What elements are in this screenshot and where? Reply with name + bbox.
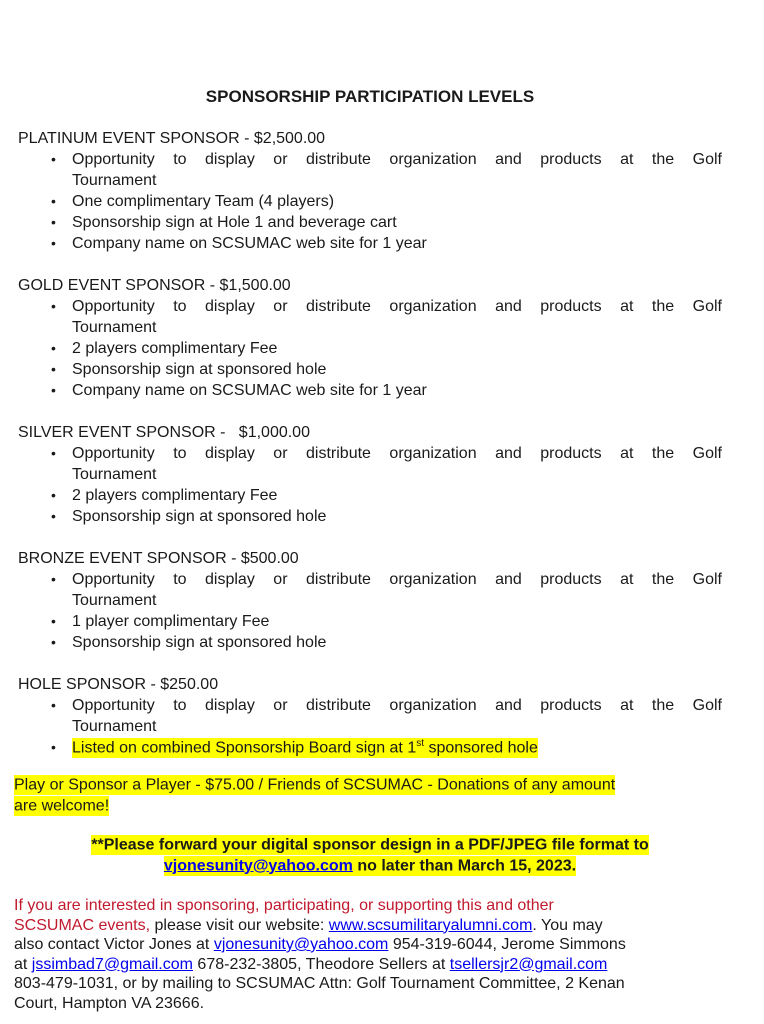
bullet-icon: • (51, 361, 56, 377)
contact-text: 954-319-6044, Jerome Simmons (388, 936, 626, 953)
bullet-text: 2 players complimentary Fee (72, 487, 278, 504)
email-link[interactable]: vjonesunity@yahoo.com (213, 936, 389, 953)
note-line (18, 855, 722, 876)
bullet-text: Opportunity to display or distribute organization and products at the Golf (72, 445, 722, 462)
section-heading: HOLE SPONSOR - $250.00 (18, 676, 219, 693)
bullet-icon: • (51, 445, 56, 461)
bullet-text-highlighted (72, 737, 722, 758)
bullet-text-wrap (72, 149, 722, 191)
bullet-text: One complimentary Team (4 players) (72, 193, 335, 210)
bullet-text: Tournament (72, 319, 157, 336)
contact-text: 803-479-1031, or by mailing to SCSUMAC Attn: Golf Tournament Committee, 2 Kenan (14, 975, 625, 992)
superscript-ordinal: st (416, 737, 424, 749)
contact-paragraph (14, 896, 722, 1013)
section-heading: GOLD EVENT SPONSOR - $1,500.00 (18, 277, 291, 294)
bullet-item (48, 632, 722, 653)
section-heading: SILVER EVENT SPONSOR - $1,000.00 (18, 424, 310, 441)
bullet-text-wrap (72, 296, 722, 338)
bullet-text: Opportunity to display or distribute organization and products at the Golf (72, 298, 722, 315)
contact-line (14, 974, 722, 994)
email-link[interactable]: jssimbad7@gmail.com (31, 955, 193, 973)
bullet-icon: • (51, 508, 56, 524)
contact-text: please visit our website: (150, 916, 329, 934)
section-heading: PLATINUM EVENT SPONSOR - $2,500.00 (18, 130, 326, 147)
section-silver (18, 422, 722, 527)
deadline-text: no later than March 15, 2023. (352, 857, 577, 874)
contact-text: If you are interested in sponsoring, participating, or supporting this and other (14, 897, 554, 914)
website-link[interactable]: www.scsumilitaryalumni.com (328, 916, 533, 934)
highlighted-text: are welcome! (14, 797, 110, 814)
bullet-item (48, 212, 722, 233)
bullet-item (48, 233, 722, 254)
bullet-text: Tournament (72, 592, 157, 609)
bullet-icon: • (51, 235, 56, 251)
email-link[interactable]: tsellersjr2@gmail.com (449, 955, 608, 973)
bullet-icon: • (51, 382, 56, 398)
bullet-text: Sponsorship sign at sponsored hole (72, 361, 327, 378)
bullet-item (48, 443, 722, 485)
contact-text: SCSUMAC events, (14, 916, 151, 934)
contact-text: 678-232-3805, Theodore Sellers at (192, 955, 450, 973)
bullet-item (48, 506, 722, 527)
bullet-text-wrap (72, 443, 722, 485)
bullet-icon: • (51, 697, 56, 713)
contact-line (14, 994, 722, 1014)
forward-design-note (18, 834, 722, 876)
contact-line (14, 896, 722, 916)
bullet-text: Sponsorship sign at Hole 1 and beverage cart (72, 214, 397, 231)
bullet-item (48, 338, 722, 359)
bullet-item (48, 191, 722, 212)
contact-text: Court, Hampton VA 23666. (14, 994, 205, 1012)
contact-text: . You may (532, 916, 603, 934)
contact-line (14, 916, 722, 936)
bullet-text: Sponsorship sign at sponsored hole (72, 508, 327, 525)
bullet-item (48, 149, 722, 191)
bullet-icon: • (51, 193, 56, 209)
bullet-text: Opportunity to display or distribute organization and products at the Golf (72, 151, 722, 168)
bullet-text: Opportunity to display or distribute organization and products at the Golf (72, 697, 722, 714)
bullet-item (48, 695, 722, 737)
bullet-item (48, 485, 722, 506)
bullet-icon: • (51, 739, 56, 755)
bullet-text: Company name on SCSUMAC web site for 1 year (72, 382, 427, 399)
contact-line (14, 935, 722, 955)
bullet-text: Tournament (72, 718, 157, 735)
page-title: SPONSORSHIP PARTICIPATION LEVELS (205, 87, 535, 106)
bullet-text: Listed on combined Sponsorship Board sign at 1 (72, 739, 417, 756)
note-line (18, 834, 722, 855)
bullet-text: sponsored hole (424, 739, 538, 756)
contact-line (14, 955, 722, 975)
bullet-icon: • (51, 634, 56, 650)
highlighted-text: Play or Sponsor a Player - $75.00 / Friends of SCSUMAC - Donations of any amount (14, 776, 616, 793)
bullet-text-wrap (72, 695, 722, 737)
highlighted-text (164, 856, 576, 876)
bullet-item (48, 296, 722, 338)
note-line (14, 795, 722, 816)
play-or-sponsor-note (14, 774, 722, 816)
section-heading: BRONZE EVENT SPONSOR - $500.00 (18, 550, 299, 567)
bullet-item (48, 380, 722, 401)
bullet-icon: • (51, 571, 56, 587)
section-platinum (18, 128, 722, 254)
bullet-icon: • (51, 151, 56, 167)
highlighted-text (72, 738, 538, 758)
bullet-icon: • (51, 298, 56, 314)
section-gold (18, 275, 722, 401)
email-link[interactable]: vjonesunity@yahoo.com (163, 857, 353, 874)
bullet-icon: • (51, 214, 56, 230)
contact-text: at (14, 955, 32, 973)
bullet-icon: • (51, 487, 56, 503)
bullet-text: Opportunity to display or distribute organization and products at the Golf (72, 571, 722, 588)
bullet-text: Company name on SCSUMAC web site for 1 year (72, 235, 427, 252)
highlighted-text: **Please forward your digital sponsor design in a PDF/JPEG file format to (91, 836, 649, 853)
bullet-text: 1 player complimentary Fee (72, 613, 270, 630)
bullet-item (48, 611, 722, 632)
bullet-item (48, 737, 722, 758)
bullet-text: Tournament (72, 172, 157, 189)
bullet-item (48, 359, 722, 380)
bullet-text: 2 players complimentary Fee (72, 340, 278, 357)
bullet-text-wrap (72, 569, 722, 611)
section-hole (18, 674, 722, 758)
section-bronze (18, 548, 722, 653)
bullet-text: Sponsorship sign at sponsored hole (72, 634, 327, 651)
contact-text: also contact Victor Jones at (14, 936, 214, 953)
bullet-icon: • (51, 340, 56, 356)
bullet-item (48, 569, 722, 611)
bullet-icon: • (51, 613, 56, 629)
note-line (14, 774, 722, 795)
bullet-text: Tournament (72, 466, 157, 483)
